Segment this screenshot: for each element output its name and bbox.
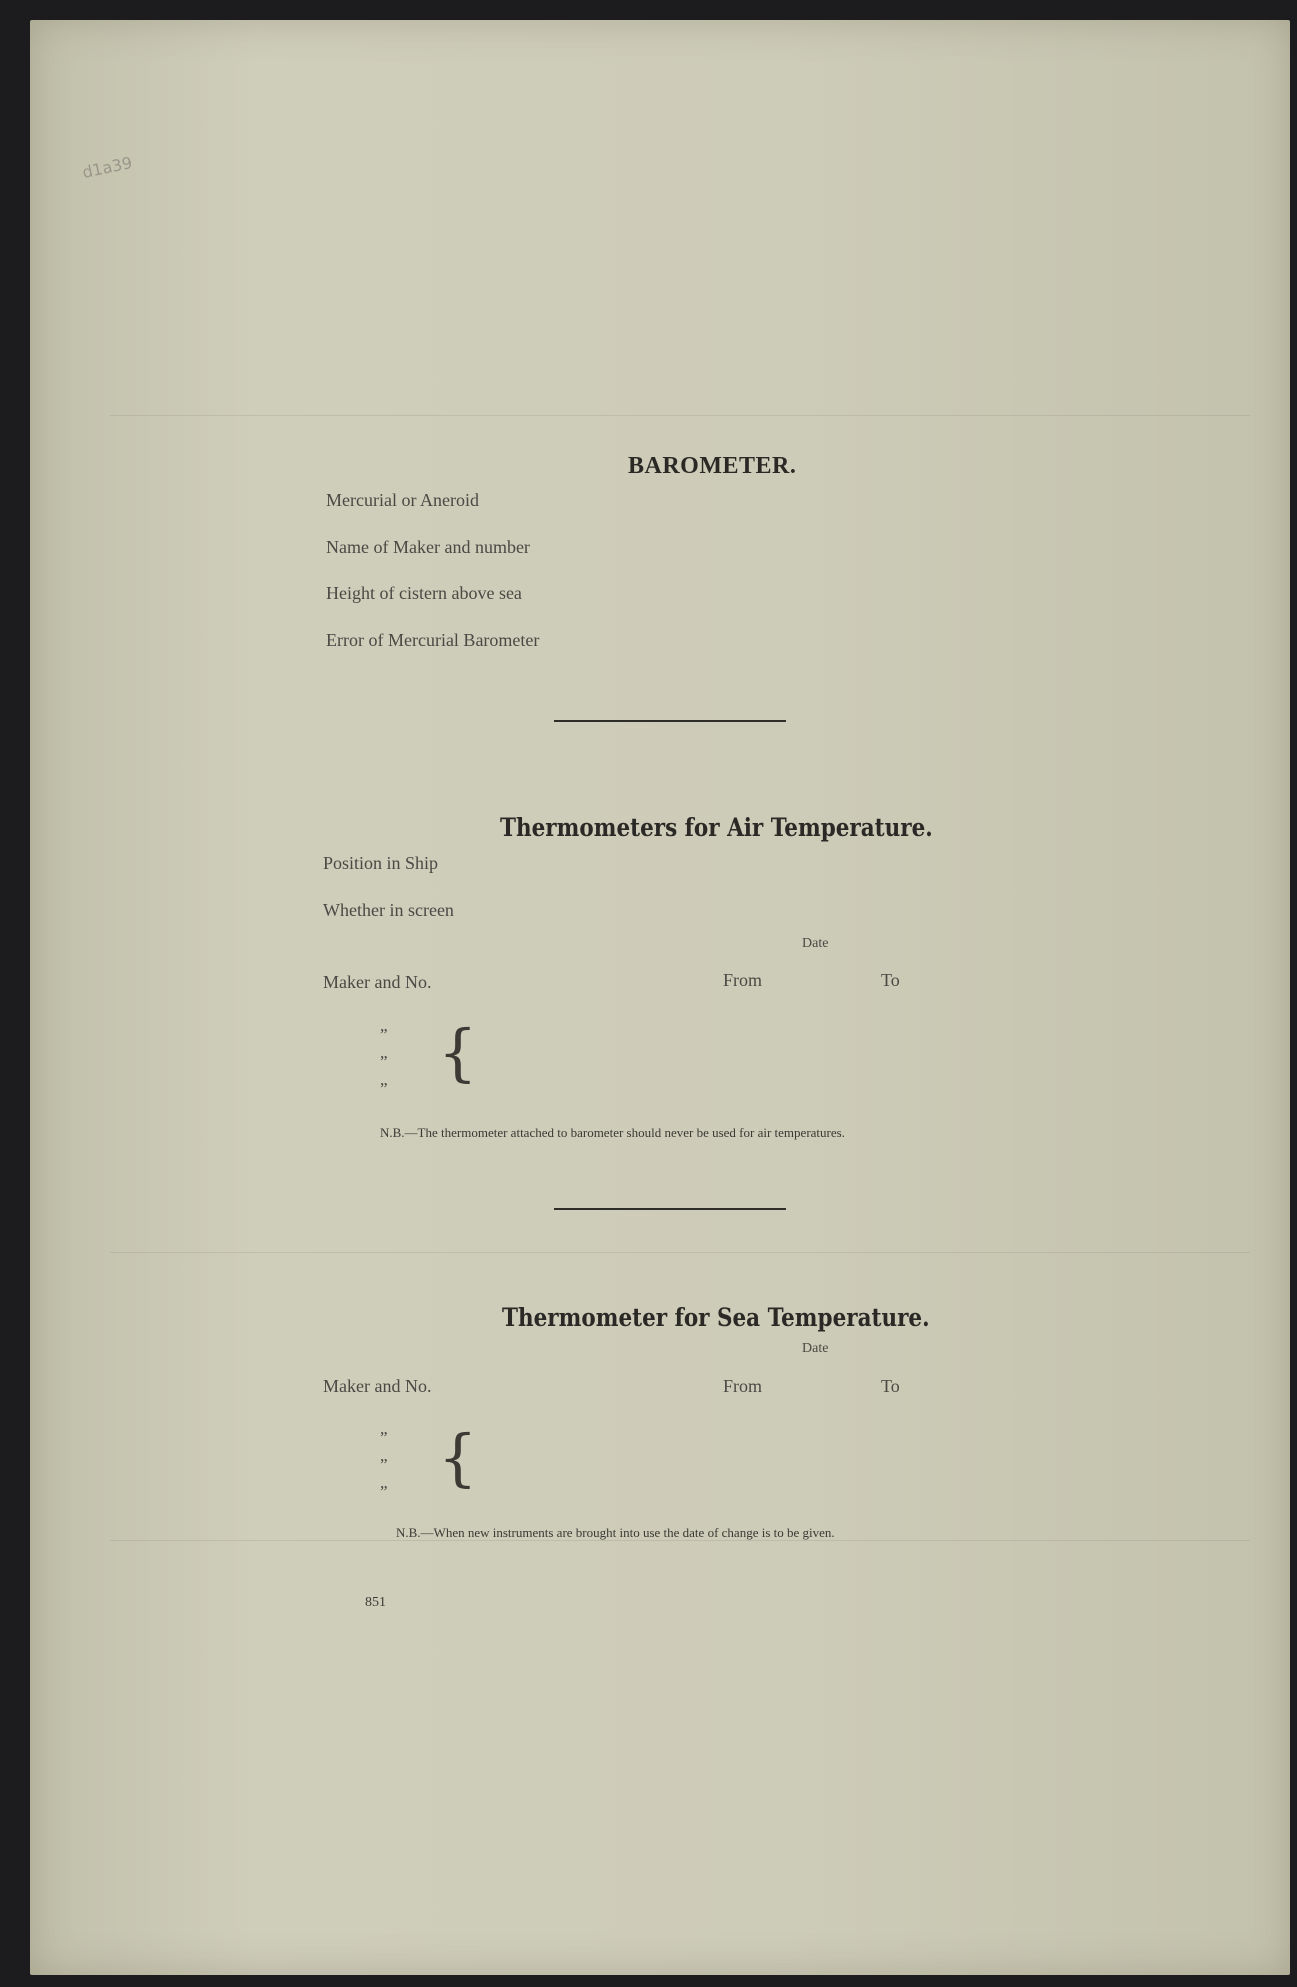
sea-thermometer-title: Thermometer for Sea Temperature. [502, 1303, 930, 1332]
barometer-title: BAROMETER. [628, 453, 797, 479]
pencil-annotation: d1a39 [80, 152, 134, 183]
guide-line [110, 415, 1250, 416]
sea-date-label: Date [802, 1341, 829, 1356]
page-number: 851 [365, 1595, 386, 1610]
ditto-mark: ” [380, 1079, 388, 1098]
air-thermometers-title: Thermometers for Air Temperature. [500, 813, 933, 842]
section-divider [554, 720, 786, 722]
field-barometer-error: Error of Mercurial Barometer [326, 630, 540, 650]
sea-from-label: From [723, 1376, 763, 1396]
ditto-mark: ” [380, 1025, 388, 1044]
brace-icon: { [438, 1421, 478, 1494]
section-divider [554, 1208, 786, 1210]
field-position-in-ship: Position in Ship [323, 853, 439, 873]
air-date-label: Date [802, 936, 829, 951]
ditto-mark: ” [380, 1455, 388, 1474]
form-page [30, 20, 1290, 1975]
field-air-maker-and-no: Maker and No. [323, 972, 432, 992]
sea-to-label: To [881, 1376, 900, 1396]
field-maker-and-number: Name of Maker and number [326, 537, 530, 557]
field-whether-in-screen: Whether in screen [323, 900, 454, 920]
field-mercurial-or-aneroid: Mercurial or Aneroid [326, 490, 479, 510]
air-to-label: To [881, 970, 900, 990]
ditto-mark: ” [380, 1482, 388, 1501]
air-note: N.B.—The thermometer attached to barometer should never be used for air temperatures. [380, 1125, 845, 1140]
air-from-label: From [723, 970, 763, 990]
sea-note: N.B.—When new instruments are brought into use the date of change is to be given. [396, 1525, 835, 1540]
field-cistern-height: Height of cistern above sea [326, 583, 522, 603]
guide-line [110, 1252, 1250, 1253]
ditto-mark: ” [380, 1428, 388, 1447]
ditto-mark: ” [380, 1052, 388, 1071]
field-sea-maker-and-no: Maker and No. [323, 1376, 432, 1396]
brace-icon: { [438, 1016, 478, 1089]
